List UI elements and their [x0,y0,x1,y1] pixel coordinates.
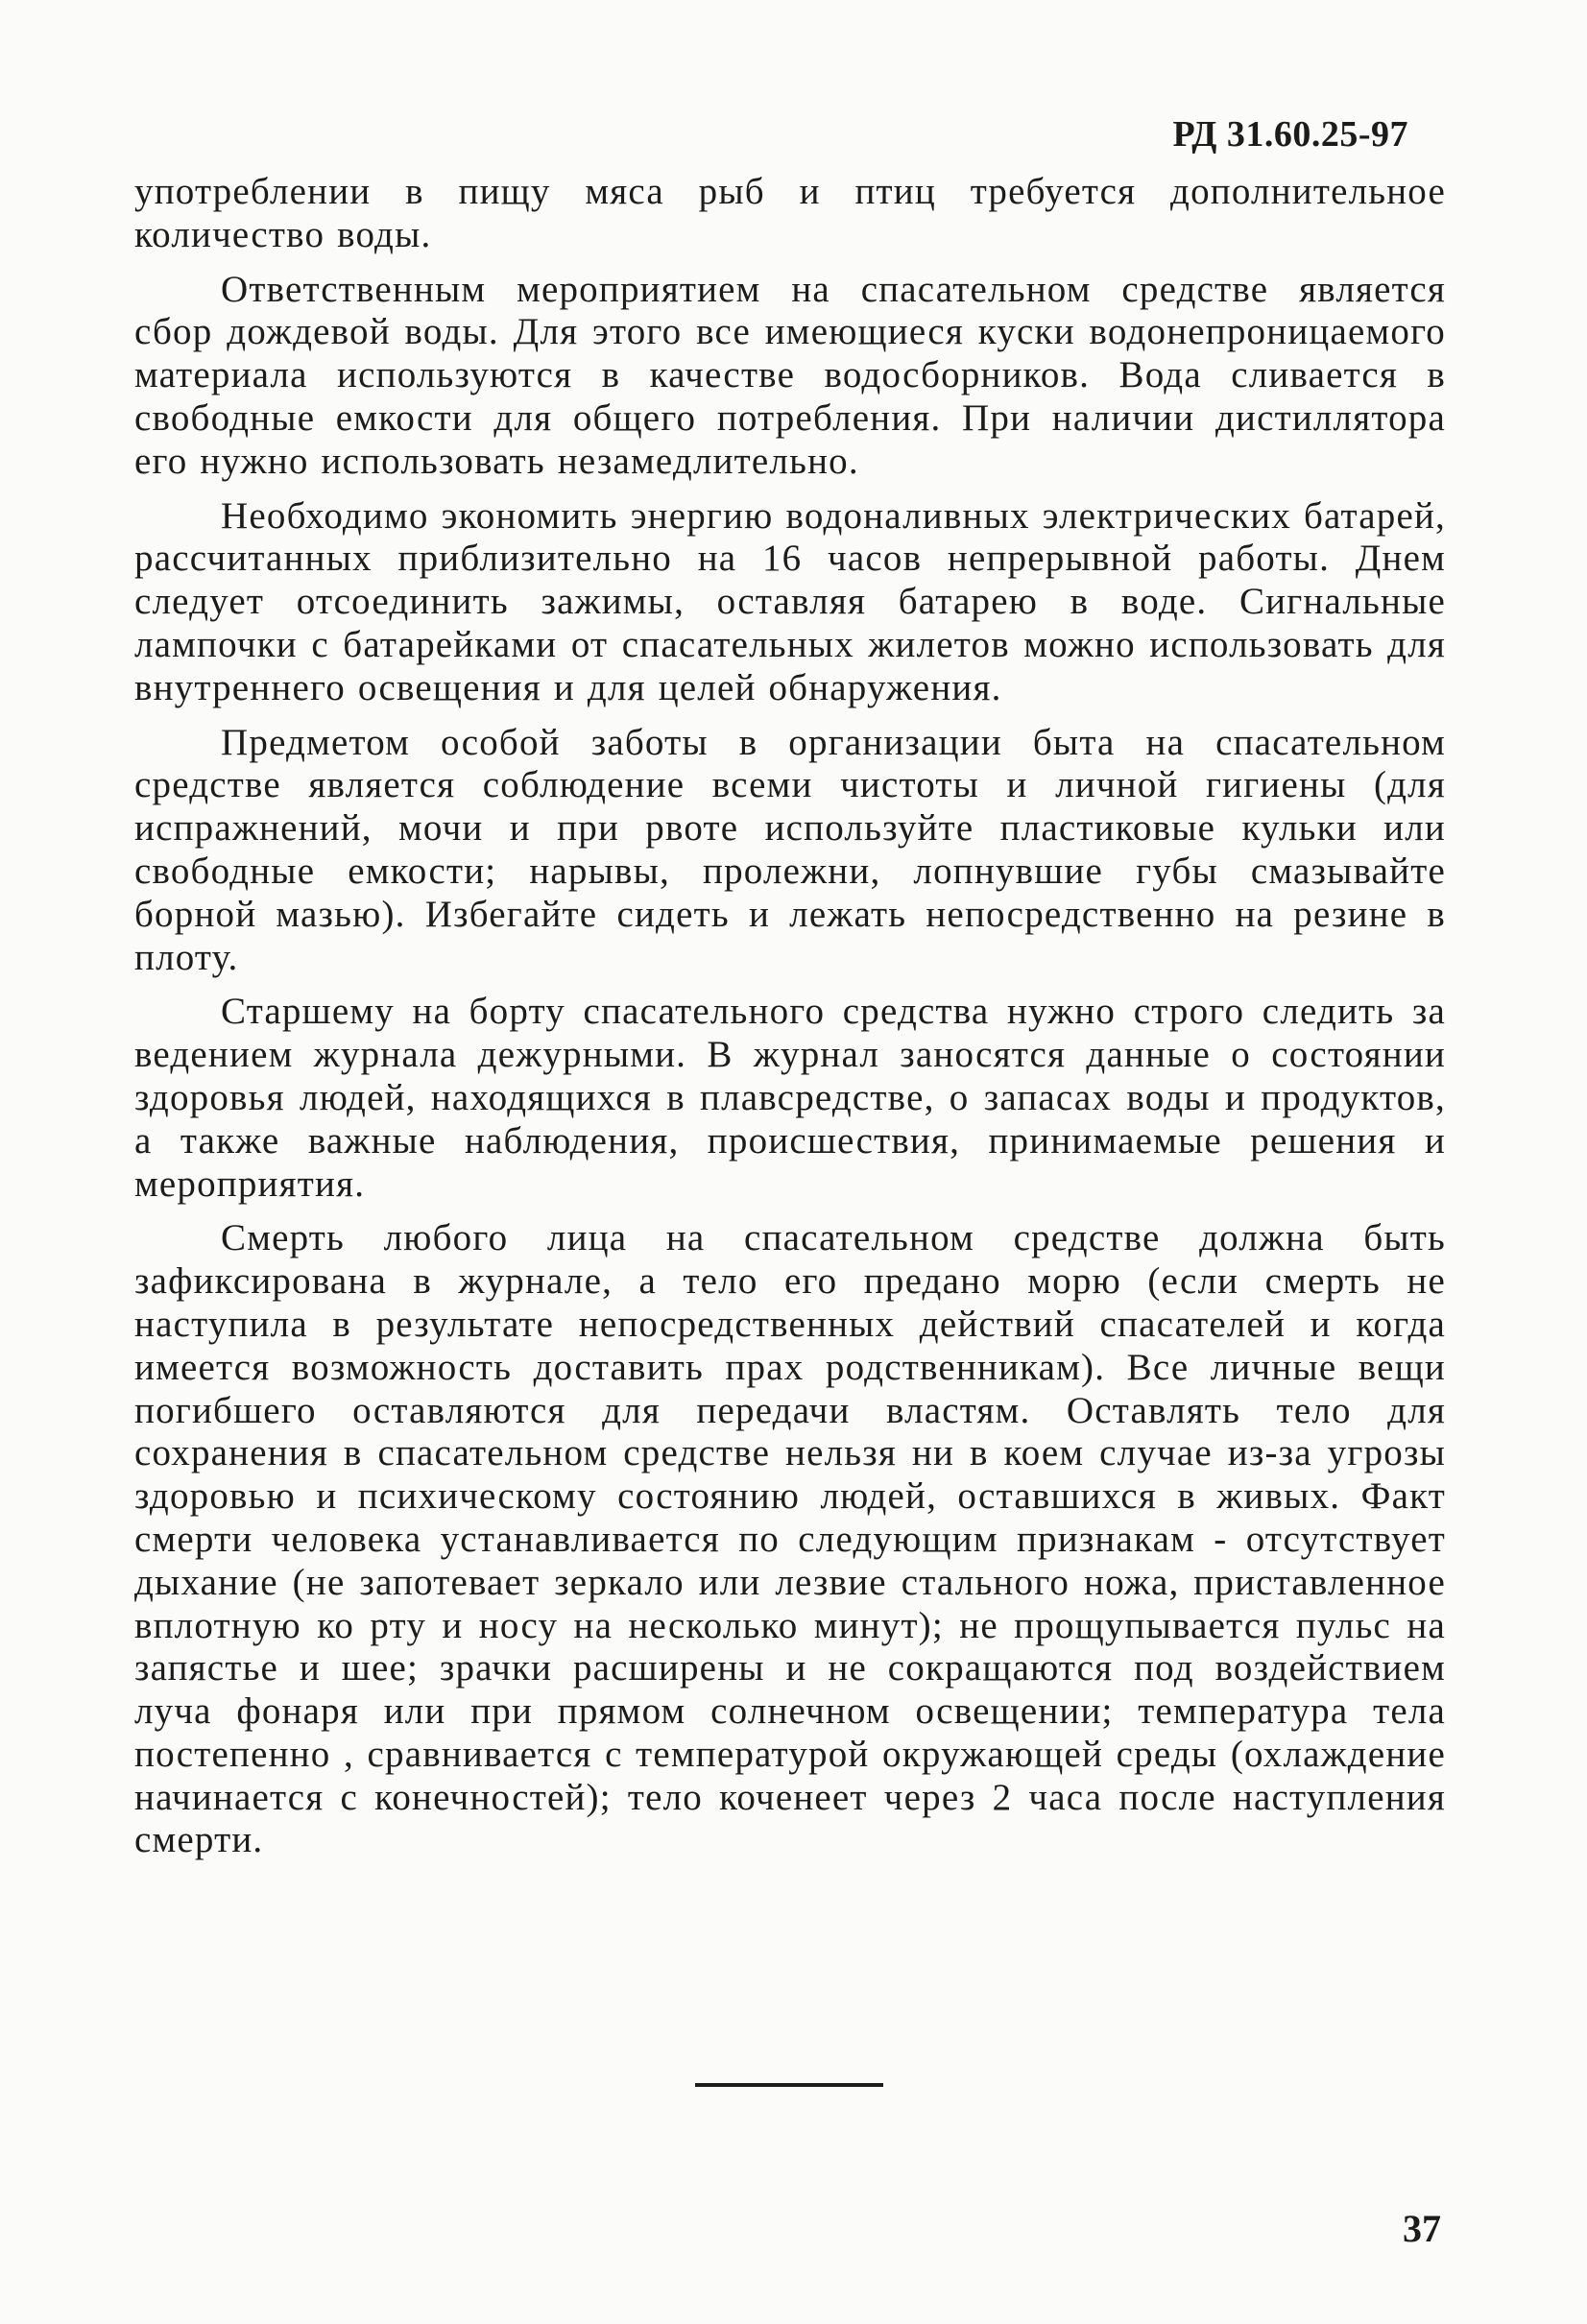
document-code-header: РД 31.60.25-97 [1172,114,1408,155]
paragraph-hygiene: Предметом особой заботы в организации быта на спасательном средстве является соблюдение всеми чистоты и личной гигиены (для испражнений, мочи и при рвоте используйте пластиковые кульки или свободные емкости; нарывы, пролежни, лопнувшие губы смазывайте борной мазью). Избегайте сидеть и лежать непосредственно на резине в плоту. [134,721,1446,978]
paragraph-death-procedure: Смерть любого лица на спасательном средстве должна быть зафиксирована в журнале, а тело его предано морю (если смерть не наступила в результате непосредственных действий спасателей и когда имеется возможность доставить прах родственникам). Все личные вещи погибшего оставляются для передачи властям. Оставлять тело для сохранения в спасательном средстве нельзя ни в коем случае из-за угрозы здоровью и психическому состоянию людей, оставшихся в живых. Факт смерти человека устанавливается по следующим признакам - отсутствует дыхание (не запотевает зеркало или лезвие стального ножа, приставленное вплотную ко рту и носу на несколько минут); не прощупывается пульс на запястье и шее; зрачки расширены и не сокращаются под воздействием луча фонаря или при прямом солнечном освещении; температура тела постепенно , сравнивается с температурой окружающей среды (охлаждение начинается с конечностей); тело коченеет через 2 часа после наступления смерти. [134,1217,1446,1861]
paragraph-water-consumption: употреблении в пищу мяса рыб и птиц требуется дополнительное количество воды. [134,171,1446,255]
paragraph-battery-saving: Необходимо экономить энергию водоналивных электрических батарей, рассчитанных приблизительно на 16 часов непрерывной работы. Днем следует отсоединить зажимы, оставляя батарею в воде. Сигнальные лампочки с батарейками от спасательных жилетов можно использовать для внутреннего освещения и для целей обнаружения. [134,494,1446,708]
page-number: 37 [1403,2207,1441,2250]
paragraph-logbook: Старшему на борту спасательного средства нужно строго следить за ведением журнала дежурными. В журнал заносятся данные о состоянии здоровья людей, находящихся в плавсредстве, о запасах воды и продуктов, а также важные наблюдения, происшествия, принимаемые решения и мероприятия. [134,991,1446,1205]
paragraph-rainwater-collection: Ответственным мероприятием на спасательном средстве является сбор дождевой воды. Для этого все имеющиеся куски водонепроницаемого материала используются в качестве водосборников. Вода сливается в свободные емкости для общего потребления. При наличии дистиллятора его нужно использовать незамедлительно. [134,268,1446,482]
document-body [134,171,1446,1874]
section-end-rule [695,2083,883,2087]
